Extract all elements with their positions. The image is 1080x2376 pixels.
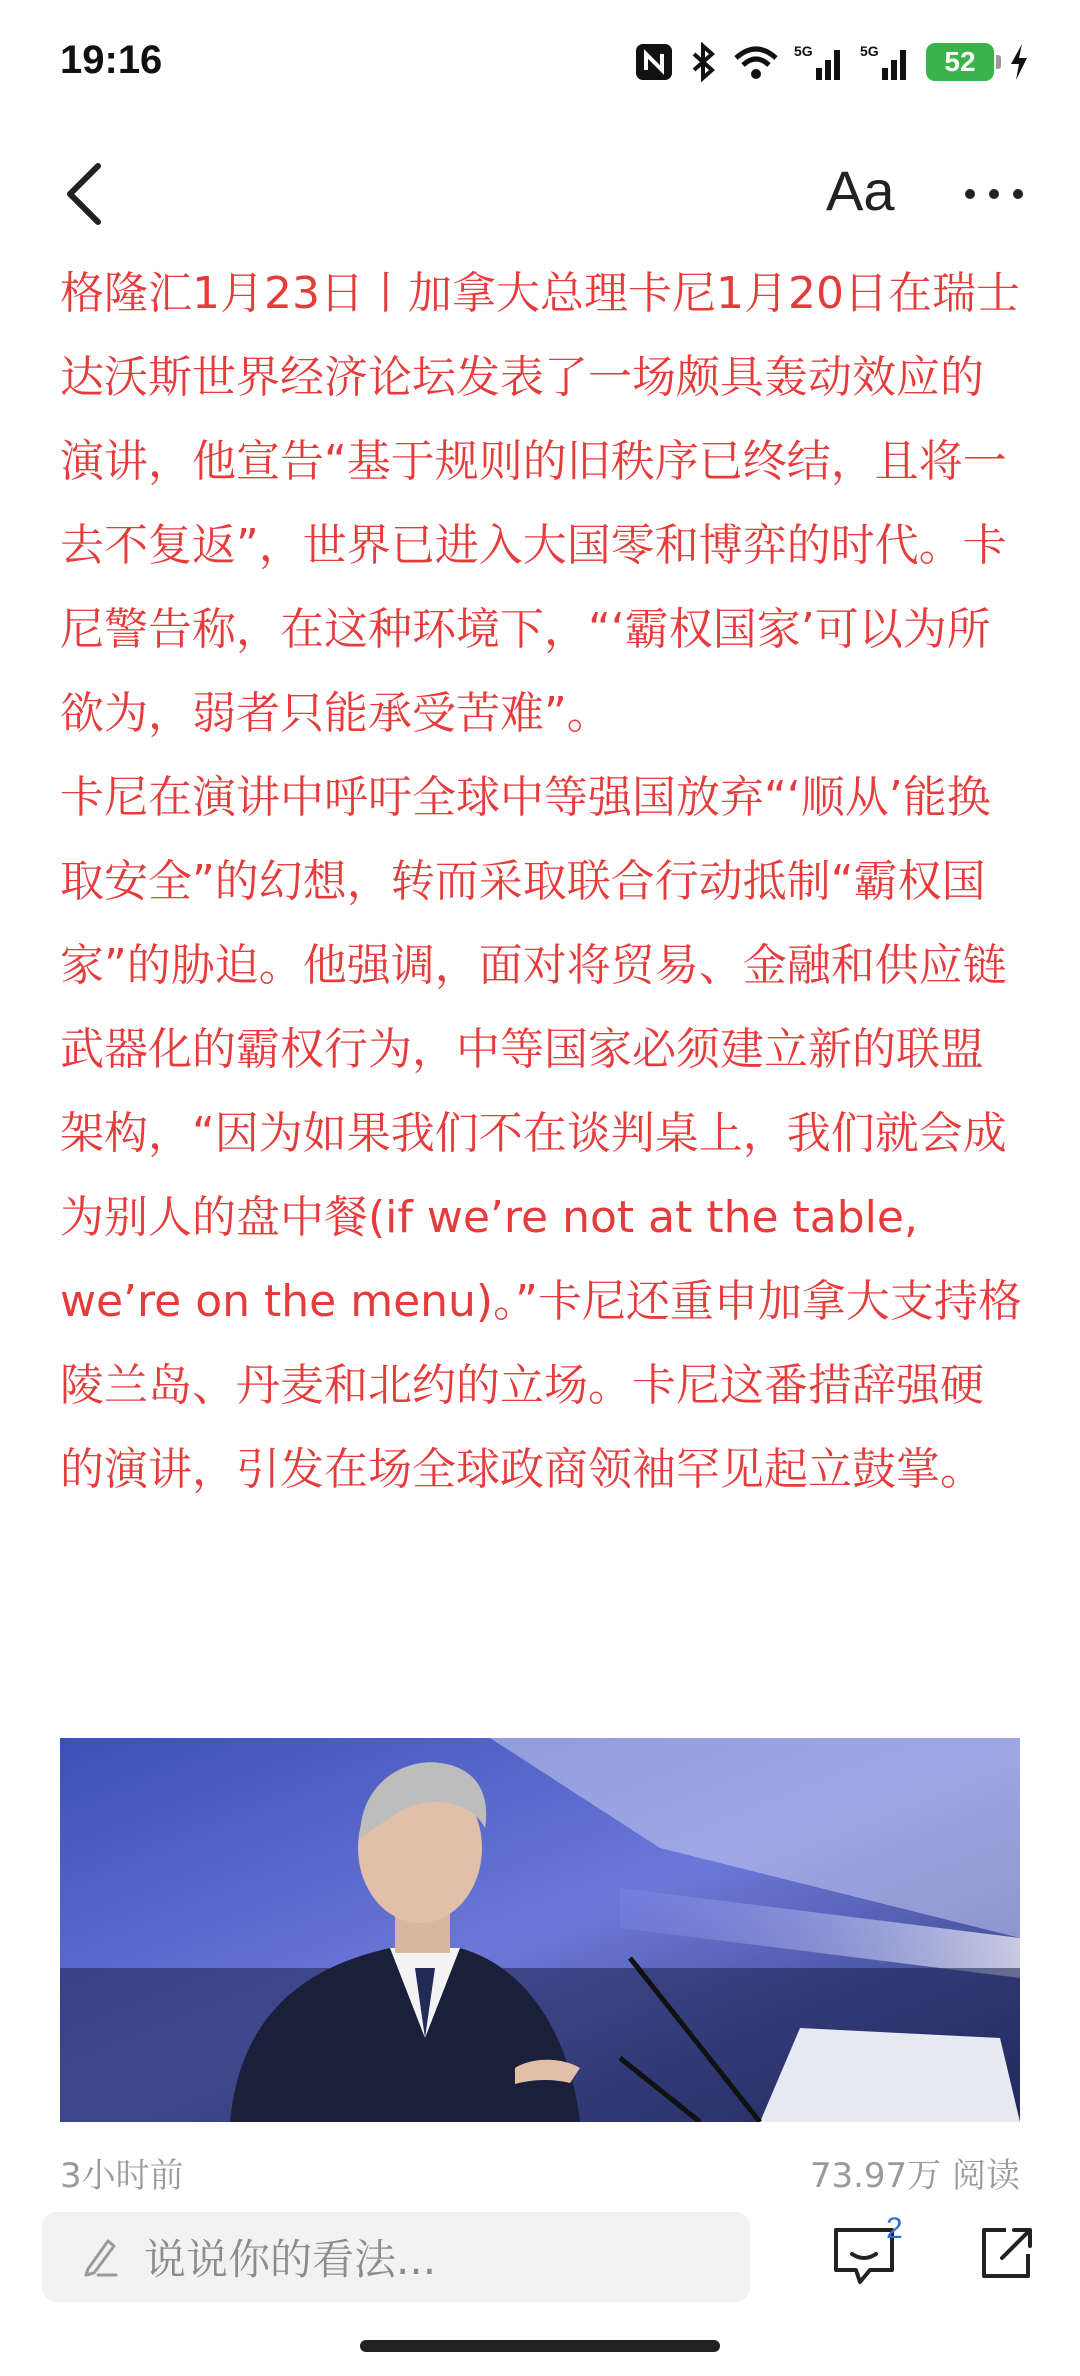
- status-bar: [0, 0, 1080, 120]
- article-paragraph: 卡尼在演讲中呼吁全球中等强国放弃“‘顺从’能换取安全”的幻想，转而采取联合行动抵制“霸权国家”的胁迫。他强调，面对将贸易、金融和供应链武器化的霸权行为，中等国家必须建立新的联盟架构，“因为如果我们不在谈判桌上，我们就会成为别人的盘中餐(if we’re not at the table, we’re on the menu)。”卡尼还重申加拿大支持格陵兰岛、丹麦和北约的立场。卡尼这番措辞强硬的演讲，引发在场全球政商领袖罕见起立鼓掌。: [60, 772, 1022, 1495]
- more-dots-icon[interactable]: [962, 176, 1026, 212]
- font-size-button[interactable]: Aa: [826, 159, 895, 222]
- battery-icon: 52: [926, 43, 994, 81]
- article-photo[interactable]: [60, 1738, 1020, 2122]
- home-indicator[interactable]: [360, 2340, 720, 2352]
- read-count: 73.97万 阅读: [809, 2156, 1020, 2192]
- comment-placeholder: 说说你的看法...: [144, 2235, 437, 2284]
- comment-count-badge: 2: [886, 2212, 903, 2245]
- charging-icon: [1008, 42, 1030, 82]
- svg-text:5G: 5G: [794, 43, 813, 59]
- speaker-photo-image: [60, 1738, 1020, 2122]
- signal-5g-icon: [860, 42, 912, 82]
- nfc-icon: [634, 42, 674, 82]
- svg-text:5G: 5G: [860, 43, 879, 59]
- status-icons: [634, 40, 1030, 84]
- wifi-icon: [732, 42, 780, 82]
- back-chevron-icon[interactable]: [56, 154, 116, 234]
- bottom-comment-bar: [0, 2192, 1080, 2376]
- share-icon[interactable]: [976, 2222, 1036, 2284]
- nav-bar: [0, 140, 1080, 250]
- article-body: [60, 252, 1022, 1512]
- article-paragraph: 格隆汇1月23日丨加拿大总理卡尼1月20日在瑞士达沃斯世界经济论坛发表了一场颇具轰动效应的演讲，他宣告“基于规则的旧秩序已终结，且将一去不复返”，世界已进入大国零和博弈的时代。卡尼警告称，在这种环境下，“‘霸权国家’可以为所欲为，弱者只能承受苦难”。: [60, 268, 1020, 739]
- status-time: 19:16: [60, 38, 163, 82]
- publish-time: 3小时前: [60, 2156, 184, 2192]
- pen-icon: [80, 2235, 120, 2279]
- article-meta: [60, 2148, 1020, 2192]
- bluetooth-icon: [688, 42, 718, 82]
- signal-5g-icon: [794, 42, 846, 82]
- comment-input[interactable]: [42, 2212, 750, 2302]
